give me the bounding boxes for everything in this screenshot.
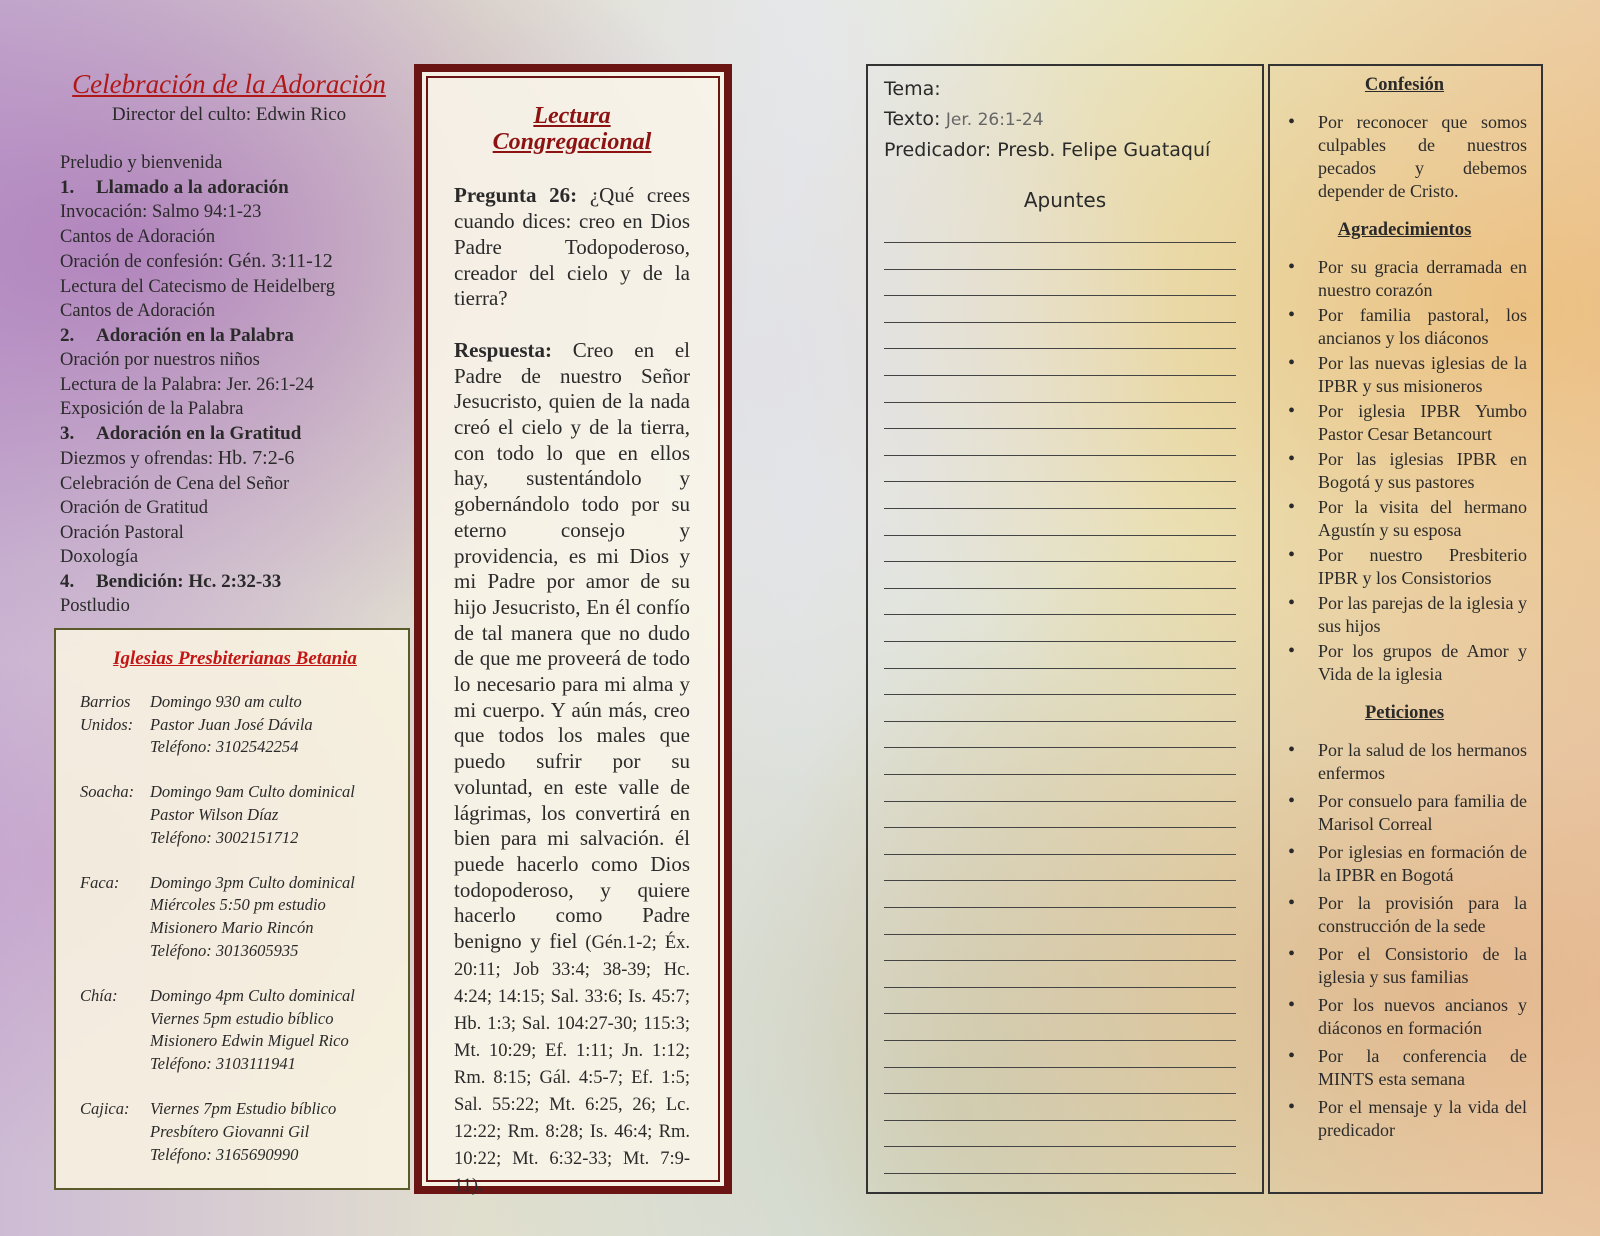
agradecimientos-item: • Por los grupos de Amor y Vida de la iglesia bbox=[1282, 640, 1527, 686]
note-line bbox=[884, 242, 1236, 243]
note-line bbox=[884, 880, 1236, 881]
peticiones-title: Peticiones bbox=[1364, 703, 1445, 723]
confesion-item: • Por reconocer que somos culpables de nuestros pecados y debemos depender de Cristo. bbox=[1282, 111, 1527, 203]
worship-item-reference: Hb. 7:2-6 bbox=[217, 447, 295, 469]
texto-label: Texto: bbox=[884, 108, 941, 130]
church-location: Cajica: bbox=[80, 1098, 130, 1118]
section-heading-text: Llamado a la adoración bbox=[96, 176, 289, 198]
churches-title: Iglesias Presbiterianas Betania bbox=[113, 648, 357, 669]
section-number: 2. bbox=[60, 324, 75, 346]
church-detail-line: Teléfono: 3102542254 bbox=[150, 737, 299, 757]
worship-item-text: Celebración de Cena del Señor bbox=[60, 473, 290, 494]
peticiones-item: • Por el mensaje y la vida del predicador bbox=[1282, 1096, 1527, 1142]
note-line bbox=[884, 1120, 1236, 1121]
church-details bbox=[150, 985, 390, 1076]
worship-item bbox=[60, 397, 398, 422]
note-line bbox=[884, 481, 1236, 482]
reading-box bbox=[414, 64, 732, 1197]
note-line bbox=[884, 1173, 1236, 1174]
note-line bbox=[884, 402, 1236, 403]
church-details bbox=[150, 1098, 390, 1166]
sermon-header bbox=[884, 74, 1210, 165]
note-line bbox=[884, 854, 1236, 855]
note-line bbox=[884, 694, 1236, 695]
section-number: 1. bbox=[60, 176, 75, 198]
section-heading-text: Adoración en la Palabra bbox=[96, 324, 294, 346]
note-line bbox=[884, 827, 1236, 828]
church-entry bbox=[80, 1098, 390, 1166]
note-line bbox=[884, 322, 1236, 323]
church-entry bbox=[80, 781, 390, 849]
peticiones-item: • Por la provisión para la construcción de la sede bbox=[1282, 892, 1527, 938]
church-details bbox=[150, 781, 390, 849]
church-detail-line: Teléfono: 3165690990 bbox=[150, 1144, 299, 1164]
answer-label: Respuesta: bbox=[454, 337, 552, 362]
note-line bbox=[884, 747, 1236, 748]
agradecimientos-item: • Por las iglesias IPBR en Bogotá y sus pastores bbox=[1282, 448, 1527, 494]
note-line bbox=[884, 561, 1236, 562]
worship-item bbox=[60, 521, 398, 546]
note-line bbox=[884, 1013, 1236, 1014]
worship-item-text: Postludio bbox=[60, 596, 130, 616]
section-heading bbox=[60, 422, 398, 447]
note-line bbox=[884, 907, 1236, 908]
note-line bbox=[884, 934, 1236, 935]
worship-title: Celebración de la Adoración bbox=[72, 69, 386, 99]
worship-item bbox=[60, 545, 398, 570]
section-heading bbox=[60, 570, 398, 595]
agradecimientos-item: • Por iglesia IPBR Yumbo Pastor Cesar Betancourt bbox=[1282, 400, 1527, 446]
agradecimientos-item: • Por su gracia derramada en nuestro corazón bbox=[1282, 256, 1527, 302]
worship-item bbox=[60, 200, 398, 225]
reading-answer bbox=[454, 338, 690, 1199]
worship-item-text: Oración por nuestros niños bbox=[60, 350, 260, 370]
agradecimientos-item: • Por familia pastoral, los ancianos y los diáconos bbox=[1282, 304, 1527, 350]
note-line bbox=[884, 668, 1236, 669]
worship-item-text: Cantos de Adoración bbox=[60, 301, 216, 321]
worship-item-text: Oración Pastoral bbox=[60, 522, 184, 543]
note-line bbox=[884, 455, 1236, 456]
worship-item-text: Lectura de la Palabra: Jer. 26:1-24 bbox=[60, 374, 314, 395]
church-detail-line: Teléfono: 3002151712 bbox=[150, 827, 299, 847]
church-details bbox=[150, 691, 390, 759]
note-line bbox=[884, 721, 1236, 722]
confesion-list bbox=[1282, 111, 1527, 203]
churches-box bbox=[54, 628, 410, 1190]
note-line bbox=[884, 801, 1236, 802]
reading-inner bbox=[426, 76, 720, 1197]
note-line bbox=[884, 269, 1236, 270]
peticiones-list bbox=[1282, 739, 1527, 1142]
worship-item bbox=[60, 299, 398, 324]
worship-item bbox=[60, 446, 398, 472]
reading-question bbox=[454, 183, 690, 312]
section-number: 3. bbox=[60, 422, 75, 444]
worship-item bbox=[60, 373, 398, 398]
note-line bbox=[884, 428, 1236, 429]
worship-item bbox=[60, 151, 398, 176]
agradecimientos-list bbox=[1282, 256, 1527, 686]
section-number: 4. bbox=[60, 570, 75, 592]
texto-line bbox=[884, 104, 1210, 135]
church-detail-line: Pastor Juan José Dávila bbox=[150, 714, 313, 734]
church-detail-line: Presbítero Giovanni Gil bbox=[150, 1121, 310, 1141]
note-line bbox=[884, 987, 1236, 988]
section-heading bbox=[60, 176, 398, 201]
prayer-box bbox=[1268, 64, 1543, 1194]
note-line bbox=[884, 508, 1236, 509]
note-line bbox=[884, 960, 1236, 961]
worship-item-text: Oración de Gratitud bbox=[60, 498, 208, 518]
texto-value: Jer. 26:1-24 bbox=[940, 110, 1044, 130]
notes-box bbox=[866, 64, 1264, 1194]
worship-order bbox=[60, 69, 398, 619]
church-location: Soacha: bbox=[80, 782, 135, 802]
agradecimientos-item: • Por nuestro Presbiterio IPBR y los Consistorios bbox=[1282, 544, 1527, 590]
worship-item-text: Preludio y bienvenida bbox=[60, 153, 223, 173]
church-location: Barrios Unidos: bbox=[80, 691, 134, 734]
note-line bbox=[884, 641, 1236, 642]
note-line bbox=[884, 1040, 1236, 1041]
worship-item-text: Diezmos y ofrendas: bbox=[60, 449, 218, 469]
agradecimientos-title: Agradecimientos bbox=[1337, 220, 1472, 240]
church-detail-line: Teléfono: 3103111941 bbox=[150, 1054, 296, 1074]
note-line bbox=[884, 535, 1236, 536]
agradecimientos-item: • Por las parejas de la iglesia y sus hijos bbox=[1282, 592, 1527, 638]
church-detail-line: Viernes 5pm estudio bíblico bbox=[150, 1008, 334, 1028]
section-heading bbox=[60, 324, 398, 349]
note-line bbox=[884, 774, 1236, 775]
peticiones-item: • Por iglesias en formación de la IPBR en Bogotá bbox=[1282, 841, 1527, 887]
question-text: ¿Qué crees cuando dices: creo en Dios Padre Todopoderoso, creador del cielo y de la tierra? bbox=[454, 183, 691, 311]
section-heading-text: Bendición: Hc. 2:32-33 bbox=[96, 570, 282, 592]
church-entry bbox=[80, 691, 390, 759]
church-detail-line: Domingo 930 am culto bbox=[150, 691, 302, 711]
note-line bbox=[884, 1146, 1236, 1147]
worship-item bbox=[60, 348, 398, 373]
reading-title: Lectura Congregacional bbox=[492, 103, 652, 155]
worship-director: Director del culto: Edwin Rico bbox=[111, 103, 347, 125]
confesion-title: Confesión bbox=[1364, 75, 1445, 95]
church-entry bbox=[80, 985, 390, 1076]
apuntes-heading: Apuntes bbox=[1023, 188, 1107, 212]
peticiones-item: • Por el Consistorio de la iglesia y sus familias bbox=[1282, 943, 1527, 989]
worship-item-text: Invocación: Salmo 94:1-23 bbox=[60, 202, 262, 222]
note-line bbox=[884, 348, 1236, 349]
church-list bbox=[80, 691, 390, 1167]
note-line bbox=[884, 1067, 1236, 1068]
worship-item bbox=[60, 496, 398, 521]
worship-lines bbox=[60, 151, 398, 619]
church-detail-line: Misionero Mario Rincón bbox=[150, 918, 314, 938]
worship-item bbox=[60, 249, 398, 275]
worship-item-reference: Gén. 3:11-12 bbox=[227, 250, 333, 272]
tema-label: Tema: bbox=[884, 78, 941, 100]
worship-item bbox=[60, 275, 398, 300]
note-line bbox=[884, 614, 1236, 615]
worship-item-text: Doxología bbox=[60, 547, 139, 567]
church-detail-line: Viernes 7pm Estudio bíblico bbox=[150, 1098, 337, 1118]
worship-item-text: Cantos de Adoración bbox=[60, 226, 216, 247]
peticiones-item: • Por la conferencia de MINTS esta semana bbox=[1282, 1045, 1527, 1091]
church-detail-line: Pastor Wilson Díaz bbox=[150, 804, 279, 824]
worship-item-text: Lectura del Catecismo de Heidelberg bbox=[60, 276, 335, 297]
worship-item-text: Oración de confesión: bbox=[60, 252, 228, 272]
church-detail-line: Domingo 4pm Culto dominical bbox=[150, 985, 355, 1005]
predicador-line: Predicador: Presb. Felipe Guataquí bbox=[884, 139, 1211, 161]
church-location: Faca: bbox=[80, 872, 120, 892]
worship-item-text: Exposición de la Palabra bbox=[60, 399, 244, 419]
worship-item bbox=[60, 472, 398, 497]
question-label: Pregunta 26: bbox=[454, 183, 578, 208]
agradecimientos-item: • Por las nuevas iglesias de la IPBR y sus misioneros bbox=[1282, 352, 1527, 398]
answer-text: Creo en el Padre de nuestro Señor Jesucristo, quien de la nada creó el cielo y de la tierra, con todo lo que en ellos hay, sustentándolo y gobernándolo todo por su eterno consejo y providencia, es mi Dios y mi Padre por amor de su hijo Jesucristo, En él confío de tal manera que no dudo de que me proveerá de todo lo necesario para mi alma y mi cuerpo. Y aún más, creo que todos los males que puedo sufrir por su voluntad, en este valle de lágrimas, los convertirá en bien para mi salvación. él puede hacerlo como Dios todopoderoso, y quiere hacerlo como Padre benigno y fiel bbox=[454, 337, 690, 954]
section-heading-text: Adoración en la Gratitud bbox=[96, 422, 302, 444]
note-line bbox=[884, 588, 1236, 589]
church-detail-line: Domingo 3pm Culto dominical bbox=[150, 872, 355, 892]
worship-item bbox=[60, 594, 398, 619]
answer-references: (Gén.1-2; Éx. 20:11; Job 33:4; 38-39; Hc. 4:24; 14:15; Sal. 33:6; Is. 45:7; Hb. 1:3; Sal. 104:27-30; 115:3; Mt. 10:29; Ef. 1:11; Jn. 1:12; Rm. 8:15; Gál. 4:5-7; Ef. 1:5; Sal. 55:22; Mt. 6:25, 26; Lc. 12:22; Rm. 8:28; Is. 46:4; Rm. 10:22; Mt. 6:32-33; Mt. 7:9-11). bbox=[454, 933, 690, 1197]
church-details bbox=[150, 872, 390, 963]
worship-item bbox=[60, 225, 398, 250]
note-line bbox=[884, 375, 1236, 376]
church-detail-line: Teléfono: 3013605935 bbox=[150, 940, 299, 960]
church-detail-line: Domingo 9am Culto dominical bbox=[150, 782, 355, 802]
church-location: Chía: bbox=[80, 985, 118, 1005]
peticiones-item: • Por los nuevos ancianos y diáconos en formación bbox=[1282, 994, 1527, 1040]
note-line bbox=[884, 295, 1236, 296]
note-line bbox=[884, 1093, 1236, 1094]
church-entry bbox=[80, 872, 390, 963]
peticiones-item: • Por consuelo para familia de Marisol Correal bbox=[1282, 790, 1527, 836]
church-detail-line: Misionero Edwin Miguel Rico bbox=[150, 1031, 349, 1051]
agradecimientos-item: • Por la visita del hermano Agustín y su esposa bbox=[1282, 496, 1527, 542]
peticiones-item: • Por la salud de los hermanos enfermos bbox=[1282, 739, 1527, 785]
church-detail-line: Miércoles 5:50 pm estudio bbox=[150, 895, 326, 915]
